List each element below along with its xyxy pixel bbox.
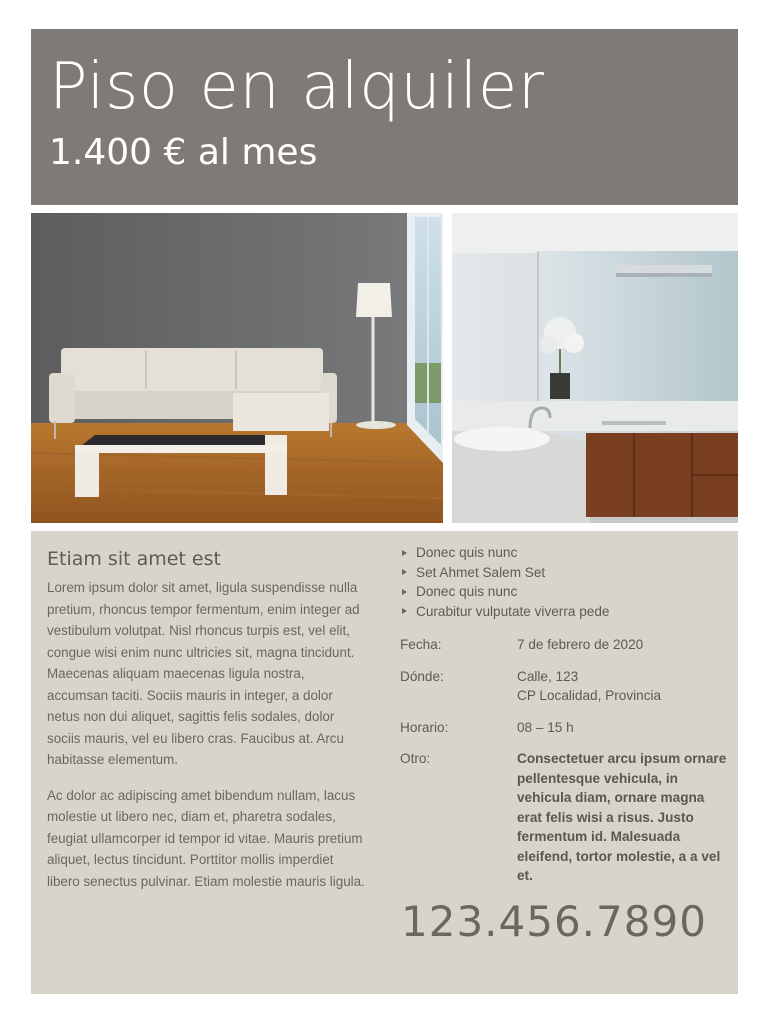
info-row-location	[400, 667, 730, 706]
description-paragraph-2: Ac dolor ac adipiscing amet bibendum nullam, lacus molestie ut libero nec, diam et, pharetra sodales, feugiat ullamcorper id tempor id vitae. Mauris pretium aliquet, lectus tincidunt. Porttitor mollis imperdiet libero senectus pulvinar. Etiam molestie mauris ligula.	[47, 787, 365, 889]
contact-phone: 123.456.7890	[401, 897, 707, 946]
listing-price: 1.400 € al mes	[49, 132, 318, 173]
address-line-1: Calle, 123	[517, 668, 579, 684]
feature-list	[400, 543, 730, 621]
location-value	[517, 667, 730, 706]
section-subtitle: Etiam sit amet est	[47, 548, 221, 570]
bullet-arrow-icon	[402, 550, 407, 556]
description-column	[47, 547, 369, 906]
bullet-arrow-icon	[402, 569, 407, 575]
feature-item: Donec quis nunc	[400, 543, 730, 563]
info-row-other	[400, 749, 730, 886]
date-value: 7 de febrero de 2020	[517, 637, 644, 652]
feature-item: Set Ahmet Salem Set	[400, 563, 730, 583]
header-banner	[31, 29, 738, 205]
listing-title: Piso en alquiler	[49, 50, 545, 124]
description-paragraph-1: Lorem ipsum dolor sit amet, ligula suspendisse nulla pretium, rhoncus tempor fermentum, enim integer ad vestibulum volutpat. Nisl rhoncus turpis est, vel elit, congue wisi enim nunc ultricies sit, magna tincidunt. Maecenas aliquam maecenas ligula nostra, accumsan taciti. Sociis mauris in integer, a dolor netus non dui aliquet, sagittis felis sodales, dolor sociis mauris, vel eu libero cras. Faucibus at. Arcu habitasse elementum.	[47, 580, 360, 767]
living-room-photo	[31, 213, 443, 523]
bathroom-photo	[452, 213, 738, 523]
date-label: Fecha:	[400, 637, 442, 652]
hours-value: 08 – 15 h	[517, 719, 574, 735]
info-row-hours	[400, 718, 730, 738]
details-panel	[31, 531, 738, 994]
address-line-2: CP Localidad, Provincia	[517, 688, 662, 703]
other-value: Consectetuer arcu ipsum ornare pellentesque vehicula, in vehicula diam, ornare magna erat felis wisi a risus. Justo fermentum id. Malesuada eleifend, tortor molestie, a a vel et.	[517, 751, 727, 883]
details-column	[400, 543, 730, 898]
bullet-arrow-icon	[402, 608, 407, 614]
feature-item: Curabitur vulputate viverra pede	[400, 602, 730, 622]
other-label: Otro:	[400, 751, 431, 766]
bullet-arrow-icon	[402, 589, 407, 595]
feature-item: Donec quis nunc	[400, 582, 730, 602]
hours-label: Horario:	[400, 719, 449, 735]
location-label: Dónde:	[400, 668, 444, 684]
info-row-date	[400, 635, 730, 655]
